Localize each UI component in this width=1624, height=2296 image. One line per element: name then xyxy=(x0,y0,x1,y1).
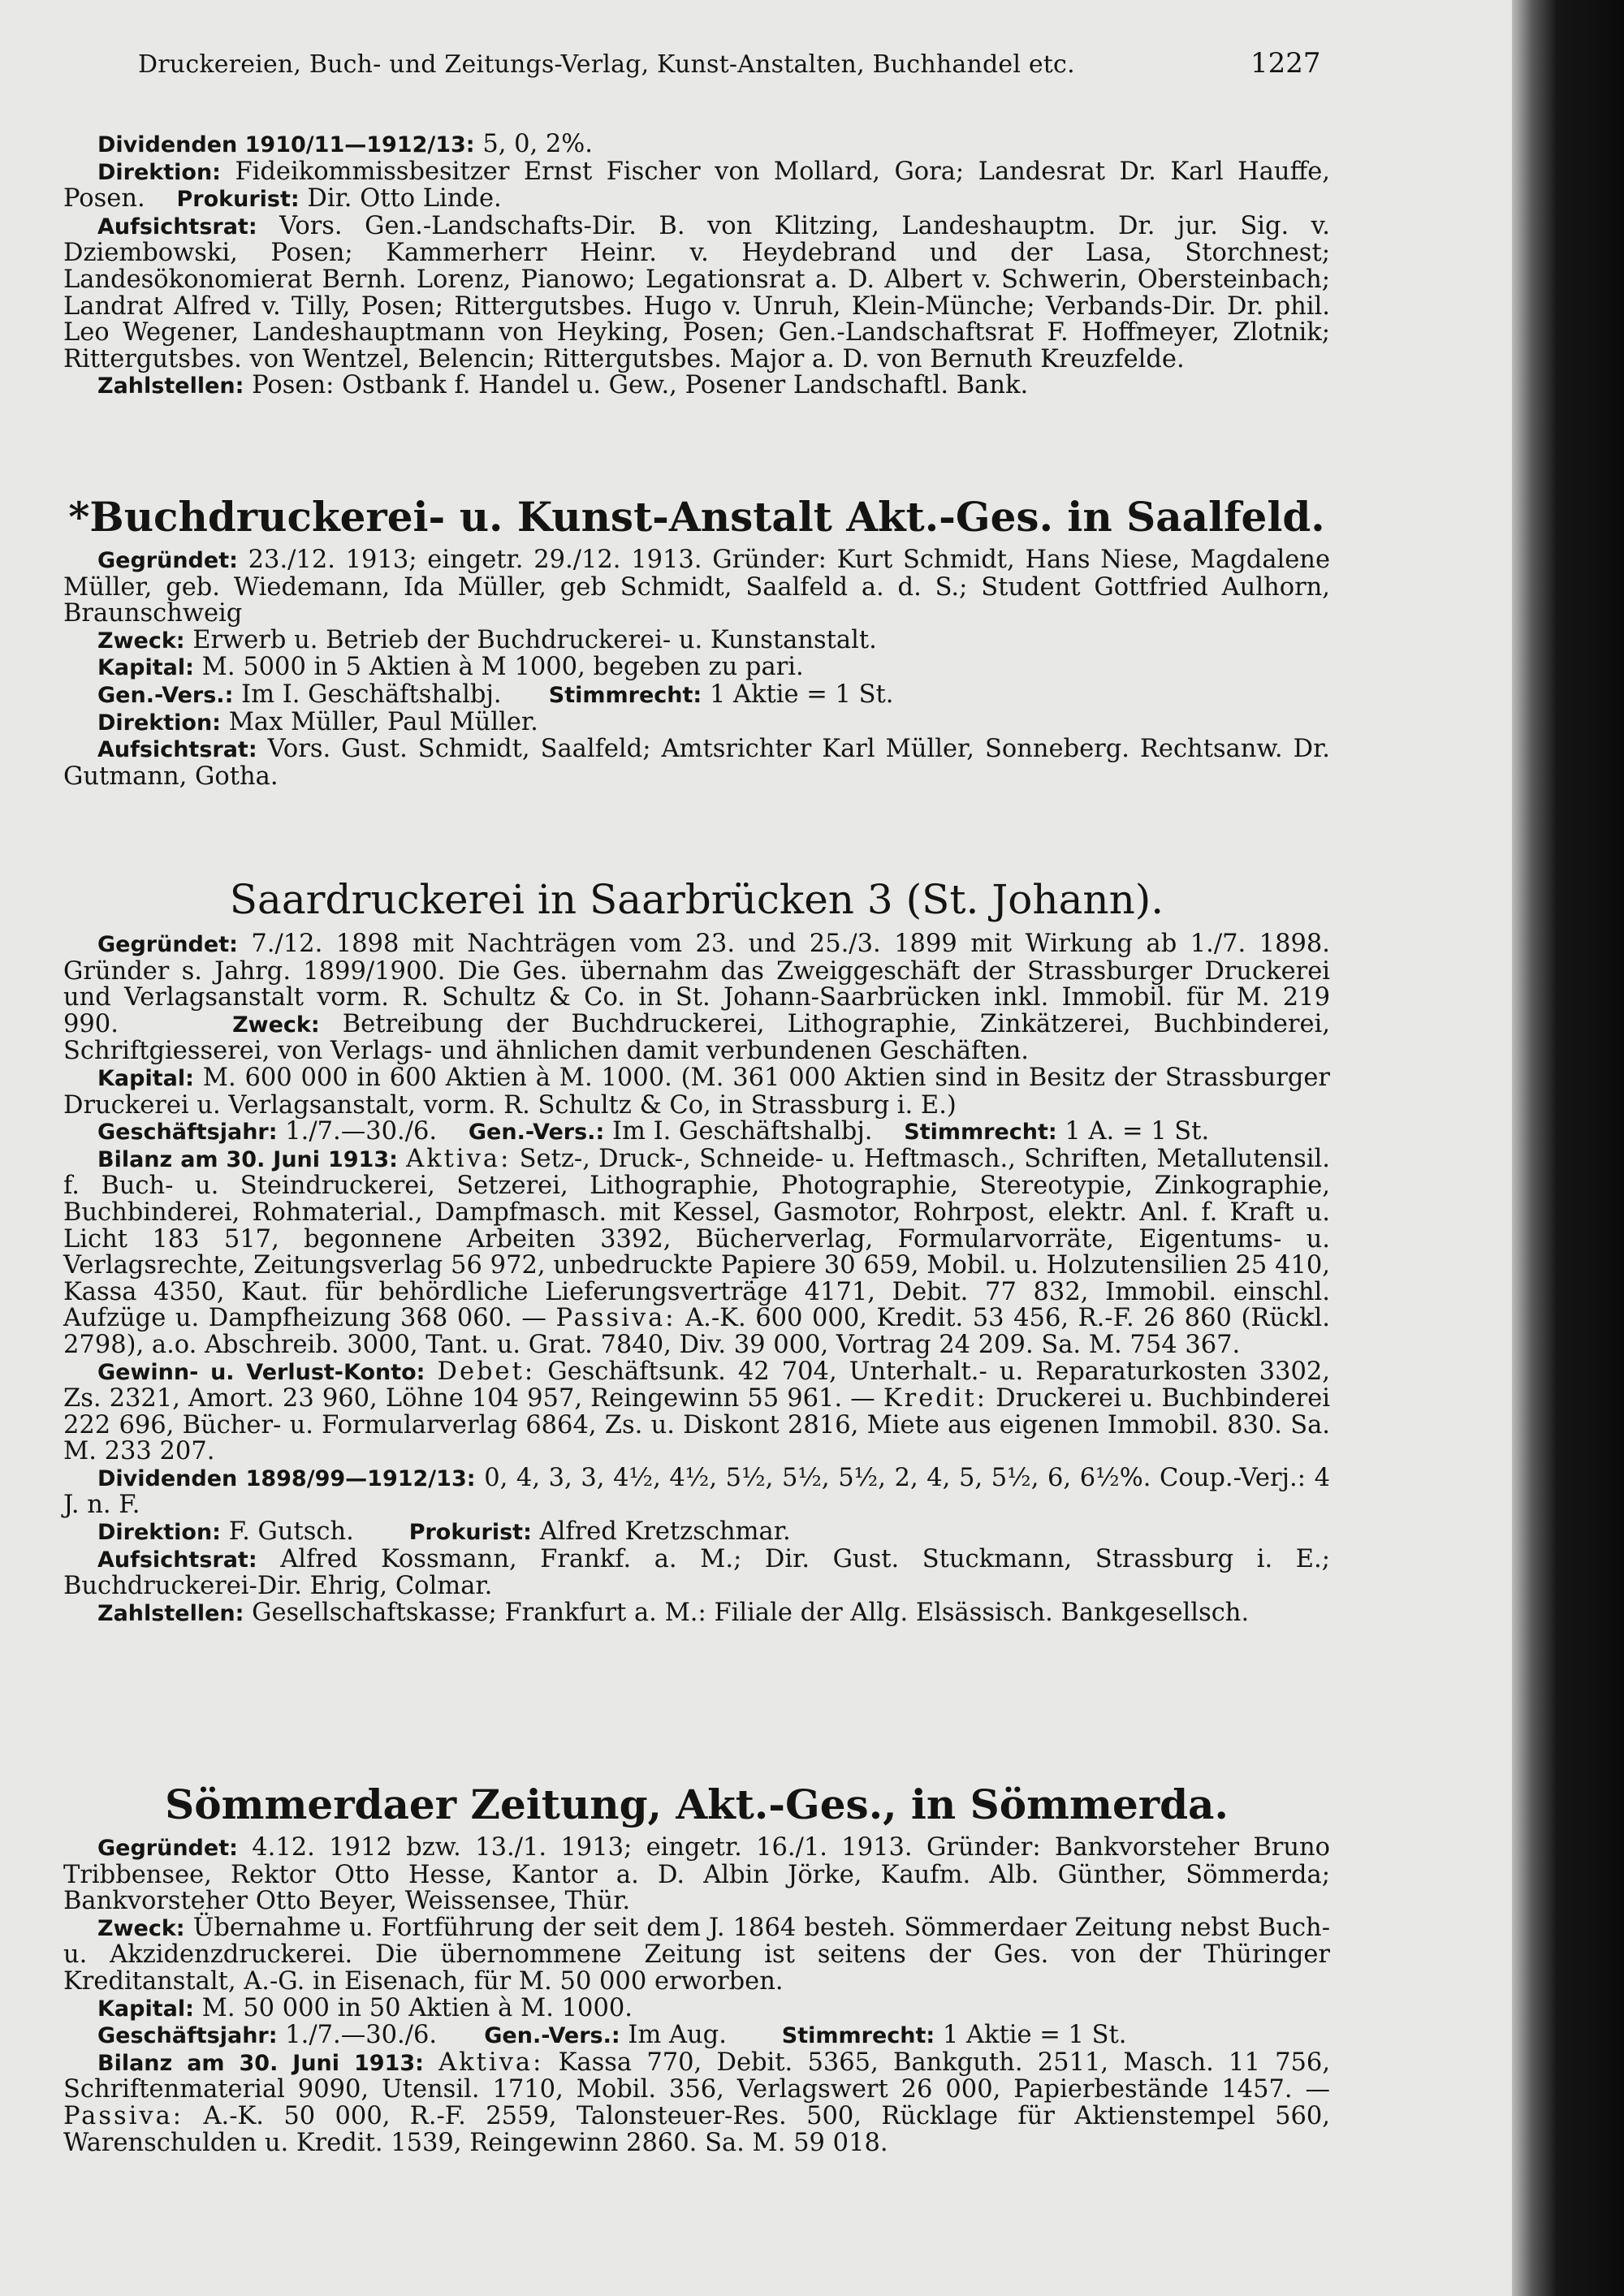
gegruendet-text: 4.12. 1912 bzw. 13./1. 1913; eingetr. 16./1. 1913. Gründer: Bankvorsteher Bruno Tribbensee, Rektor Otto Hesse, Kantor a. D. Albin Jörke, Kaufm. Alb. Günther, Sömmerda; Bankvorsteher Otto Beyer, Weissensee, Thür. xyxy=(63,1833,1330,1916)
zahlstellen-text: Gesellschaftskasse; Frankfurt a. M.: Filiale der Allg. Elsässisch. Bankgesellsch. xyxy=(252,1598,1250,1627)
geschaeftsjahr-text: 1./7.—30./6. xyxy=(285,2021,438,2050)
genvers-text: Im I. Geschäftshalbj. xyxy=(611,1117,873,1146)
bilanz-paragraph xyxy=(63,2050,1330,2156)
kapital-label: Kapital: xyxy=(97,1065,194,1091)
zweck-text: Übernahme u. Fortführung der seit dem J. 1864 besteh. Sömmerdaer Zeitung nebst Buch- u. Akzidenzdruckerei. Die übernommene Zeitung ist seitens der Ges. von der Thüringer Kreditanstalt, A.-G. in Eisenach, für M. 50 000 erworben. xyxy=(63,1913,1330,1996)
entry-soemmerdaer-zeitung xyxy=(63,1778,1330,2156)
stimmrecht-text: 1 Aktie = 1 St. xyxy=(942,2021,1127,2050)
entry-continuation xyxy=(63,132,1330,400)
aufsichtsrat-label: Aufsichtsrat: xyxy=(97,214,257,240)
zweck-text: Betreibung der Buchdruckerei, Lithographie, Zinkätzerei, Buchbinderei, Schriftgiesserei, von Verlags- und ähnlichen damit verbundenen Geschäften. xyxy=(63,1009,1331,1066)
gegruendet-paragraph xyxy=(63,1835,1330,1915)
kapital-label: Kapital: xyxy=(97,655,194,681)
direktion-label: Direktion: xyxy=(97,159,221,185)
zweck-label: Zweck: xyxy=(97,628,185,654)
zweck-label: Zweck: xyxy=(97,1915,185,1941)
genvers-text: Im Aug. xyxy=(628,2021,727,2050)
prokurist-text: Dir. Otto Linde. xyxy=(307,184,502,214)
running-header: Druckereien, Buch- und Zeitungs-Verlag, Kunst-Anstalten, Buchhandel etc. xyxy=(138,50,1075,79)
direktion-text: F. Gutsch. xyxy=(228,1517,354,1547)
scan-edge-shadow xyxy=(1512,0,1624,2296)
gegruendet-label: Gegründet: xyxy=(97,1836,238,1861)
aufsichtsrat-paragraph xyxy=(63,1544,1330,1601)
coup-verj-text: Coup.-Verj.: 4 J. n. F. xyxy=(63,1463,1330,1520)
zahlstellen-label: Zahlstellen: xyxy=(97,1600,244,1626)
gegruendet-label: Gegründet: xyxy=(97,548,238,573)
direktion-text: Max Müller, Paul Müller. xyxy=(228,707,538,736)
zweck-paragraph xyxy=(63,1915,1330,1996)
bilanz-passiva-text: A.-K. 50 000, R.-F. 2559, Talonsteuer-Res. 500, Rücklage für Aktienstempel 560, Warenschulden u. Kredit. 1539, Reingewinn 2860. Sa. M. 59 018. xyxy=(63,2101,1330,2157)
guv-debet-text: Geschäftsunk. 42 704, Unterhalt.- u. Reparaturkosten 3302, Zs. 2321, Amort. 23 960, Löhne 104 957, Reingewinn 55 961. — xyxy=(63,1357,1330,1413)
geschaeftsjahr-paragraph xyxy=(63,1119,1330,1146)
dividenden-text: 0, 4, 3, 3, 4½, 4½, 5½, 5½, 5½, 2, 4, 5, 5½, 6, 6½%. xyxy=(484,1463,1151,1492)
entry-title: Saardruckerei in Saarbrücken 3 (St. Johann). xyxy=(229,876,1164,923)
passiva-label: Passiva: xyxy=(63,2101,184,2130)
dividenden-text: 5, 0, 2%. xyxy=(482,130,593,158)
aufsichtsrat-paragraph xyxy=(63,211,1330,373)
genvers-label: Gen.-Vers.: xyxy=(468,1120,605,1146)
stimmrecht-text: 1 A. = 1 St. xyxy=(1065,1117,1210,1146)
gegruendet-paragraph xyxy=(63,931,1330,1065)
direktion-text: Fideikommissbesitzer Ernst Fischer von Mollard, Gora; Landesrat Dr. Karl Hauffe, Posen. xyxy=(63,157,1330,214)
direktion-paragraph xyxy=(63,159,1330,214)
aufsichtsrat-text: Vors. Gust. Schmidt, Saalfeld; Amtsrichter Karl Müller, Sonneberg. Rechtsanw. Dr. Gutmann, Gotha. xyxy=(63,735,1330,791)
zahlstellen-label: Zahlstellen: xyxy=(97,373,244,399)
page-number: 1227 xyxy=(1250,47,1321,80)
entry-title: Sömmerdaer Zeitung, Akt.-Ges., in Sömmerda. xyxy=(165,1780,1229,1828)
passiva-label: Passiva: xyxy=(555,1304,676,1333)
bilanz-paragraph xyxy=(63,1146,1330,1359)
stimmrecht-label: Stimmrecht: xyxy=(781,2023,935,2049)
genvers-paragraph xyxy=(63,682,1330,710)
dividenden-label: Dividenden 1910/11—1912/13: xyxy=(97,132,475,158)
kapital-label: Kapital: xyxy=(97,1996,194,2022)
bilanz-label: Bilanz am 30. Juni 1913: xyxy=(97,1146,398,1172)
guv-paragraph xyxy=(63,1359,1330,1465)
aufsichtsrat-label: Aufsichtsrat: xyxy=(97,737,257,763)
dividenden-line xyxy=(63,132,1330,159)
gegruendet-text: 23./12. 1913; eingetr. 29./12. 1913. Gründer: Kurt Schmidt, Hans Niese, Magdalene Müller, geb. Wiedemann, Ida Müller, geb Schmidt, Saalfeld a. d. S.; Student Gottfried Aulhorn, Braunschweig xyxy=(63,546,1330,628)
geschaeftsjahr-label: Geschäftsjahr: xyxy=(97,1120,278,1146)
stimmrecht-label: Stimmrecht: xyxy=(904,1120,1057,1146)
entry-saardruckerei xyxy=(63,873,1330,1627)
zahlstellen-paragraph xyxy=(63,373,1330,400)
guv-label: Gewinn- u. Verlust-Konto: xyxy=(97,1359,425,1385)
bilanz-passiva-text: A.-K. 600 000, Kredit. 53 456, R.-F. 26 860 (Rückl. 2798), a.o. Abschreib. 3000, Tant. u. Grat. 7840, Div. 39 000, Vortrag 24 209. Sa. M. 754 367. xyxy=(63,1304,1331,1359)
kapital-text: M. 600 000 in 600 Aktien à M. 1000. (M. 361 000 Aktien sind in Besitz der Strassburger Druckerei u. Verlagsanstalt, vorm. R. Schultz & Co, in Strassburg i. E.) xyxy=(63,1063,1330,1120)
genvers-label: Gen.-Vers.: xyxy=(97,682,234,708)
entry-title: *Buchdruckerei- u. Kunst-Anstalt Akt.-Ges. in Saalfeld. xyxy=(68,493,1325,541)
geschaeftsjahr-label: Geschäftsjahr: xyxy=(97,2023,278,2049)
kapital-paragraph xyxy=(63,1993,1330,2023)
direktion-paragraph xyxy=(63,707,1330,737)
prokurist-label: Prokurist: xyxy=(408,1520,532,1546)
geschaeftsjahr-text: 1./7.—30./6. xyxy=(285,1117,438,1146)
dividenden-label: Dividenden 1898/99—1912/13: xyxy=(97,1465,476,1491)
direktion-label: Direktion: xyxy=(97,710,221,736)
kapital-paragraph xyxy=(63,1065,1330,1119)
geschaeftsjahr-paragraph xyxy=(63,2022,1330,2050)
gegruendet-text: 7./12. 1898 mit Nachträgen vom 23. und 25./3. 1899 mit Wirkung ab 1./7. 1898. Gründer s. Jahrg. 1899/1900. Die Ges. übernahm das Zweiggeschäft der Strassburger Druckerei und Verlagsanstalt vorm. R. Schultz & Co. in St. Johann-Saarbrücken inkl. Immobil. für M. 219 990. xyxy=(63,930,1330,1038)
entry-buchdruckerei-saalfeld xyxy=(63,490,1330,790)
prokurist-text: Alfred Kretzschmar. xyxy=(539,1517,791,1547)
stimmrecht-text: 1 Aktie = 1 St. xyxy=(709,680,894,709)
genvers-label: Gen.-Vers.: xyxy=(484,2023,620,2049)
zahlstellen-text: Posen: Ostbank f. Handel u. Gew., Posener Landschaftl. Bank. xyxy=(252,371,1029,400)
bilanz-aktiva-text: Setz-, Druck-, Schneide- u. Heftmasch., Schriften, Metallutensil. f. Buch- u. Steindruckerei, Setzerei, Lithographie, Photographie, Stereotypie, Zinkographie, Buchbinderei, Rohmaterial., Dampfmasch. mit Kessel, Gasmotor, Rohrpost, elektr. Anl. f. Kraft u. Licht 183 517, begonnene Arbeiten 3392, Bücherverlag, Formularvorräte, Eigentums- u. Verlagsrechte, Zeitungsverlag 56 972, unbedruckte Papiere 30 659, Mobil. u. Holzutensilien 25 410, Kassa 4350, Kaut. für behördliche Lieferungsverträge 4171, Debit. 77 832, Immobil. einschl. Aufzüge u. Dampfheizung 368 060. — xyxy=(63,1144,1331,1333)
gegruendet-paragraph xyxy=(63,547,1330,628)
kapital-paragraph xyxy=(63,654,1330,682)
gegruendet-label: Gegründet: xyxy=(97,932,238,957)
aufsichtsrat-text: Alfred Kossmann, Frankf. a. M.; Dir. Gust. Stuckmann, Strassburg i. E.; Buchdruckerei-Dir. Ehrig, Colmar. xyxy=(63,1544,1330,1601)
zweck-paragraph xyxy=(63,625,1330,655)
aufsichtsrat-paragraph xyxy=(63,736,1330,790)
aufsichtsrat-text: Vors. Gen.-Landschafts-Dir. B. von Klitzing, Landeshauptm. Dr. jur. Sig. v. Dziembowski, Posen; Kammerherr Heinr. v. Heydebrand und der Lasa, Storchnest; Landesökonomierat Bernh. Lorenz, Pianowo; Legationsrat a. D. Albert v. Schwerin, Obersteinbach; Landrat Alfred v. Tilly, Posen; Rittergutsbes. Hugo v. Unruh, Klein-Münche; Verbands-Dir. Dr. phil. Leo Wegener, Landeshauptmann von Heyking, Posen; Gen.-Landschaftsrat F. Hoffmeyer, Zlotnik; Rittergutsbes. von Wentzel, Belencin; Rittergutsbes. Major a. D. von Bernuth Kreuzfelde. xyxy=(63,211,1330,373)
direktion-label: Direktion: xyxy=(97,1520,221,1546)
aufsichtsrat-label: Aufsichtsrat: xyxy=(97,1547,257,1573)
prokurist-label: Prokurist: xyxy=(176,187,300,213)
aktiva-label: Aktiva: xyxy=(438,2048,544,2077)
debet-label: Debet: xyxy=(437,1357,536,1386)
bilanz-aktiva-text: Kassa 770, Debit. 5365, Bankguth. 2511, Masch. 11 756, Schriftenmaterial 9090, Utensil. 1710, Mobil. 356, Verlagswert 26 000, Papierbestände 1457. — xyxy=(63,2048,1331,2104)
stimmrecht-label: Stimmrecht: xyxy=(548,682,702,708)
genvers-text: Im I. Geschäftshalbj. xyxy=(241,680,502,709)
bilanz-label: Bilanz am 30. Juni 1913: xyxy=(97,2050,424,2076)
dividenden-paragraph xyxy=(63,1465,1330,1519)
kredit-label: Kredit: xyxy=(883,1384,988,1413)
zweck-label: Zweck: xyxy=(232,1012,320,1038)
kapital-text: M. 50 000 in 50 Aktien à M. 1000. xyxy=(201,1993,633,2022)
zahlstellen-paragraph xyxy=(63,1600,1330,1628)
aktiva-label: Aktiva: xyxy=(406,1144,512,1173)
zweck-text: Erwerb u. Betrieb der Buchdruckerei- u. Kunstanstalt. xyxy=(192,625,877,654)
guv-kredit-text: Druckerei u. Buchbinderei 222 696, Bücher- u. Formularverlag 6864, Zs. u. Diskont 2816, Miete aus eigenen Immobil. 830. Sa. M. 233 207. xyxy=(63,1384,1330,1466)
kapital-text: M. 5000 in 5 Aktien à M 1000, begeben zu pari. xyxy=(201,653,804,682)
direktion-paragraph xyxy=(63,1519,1330,1547)
